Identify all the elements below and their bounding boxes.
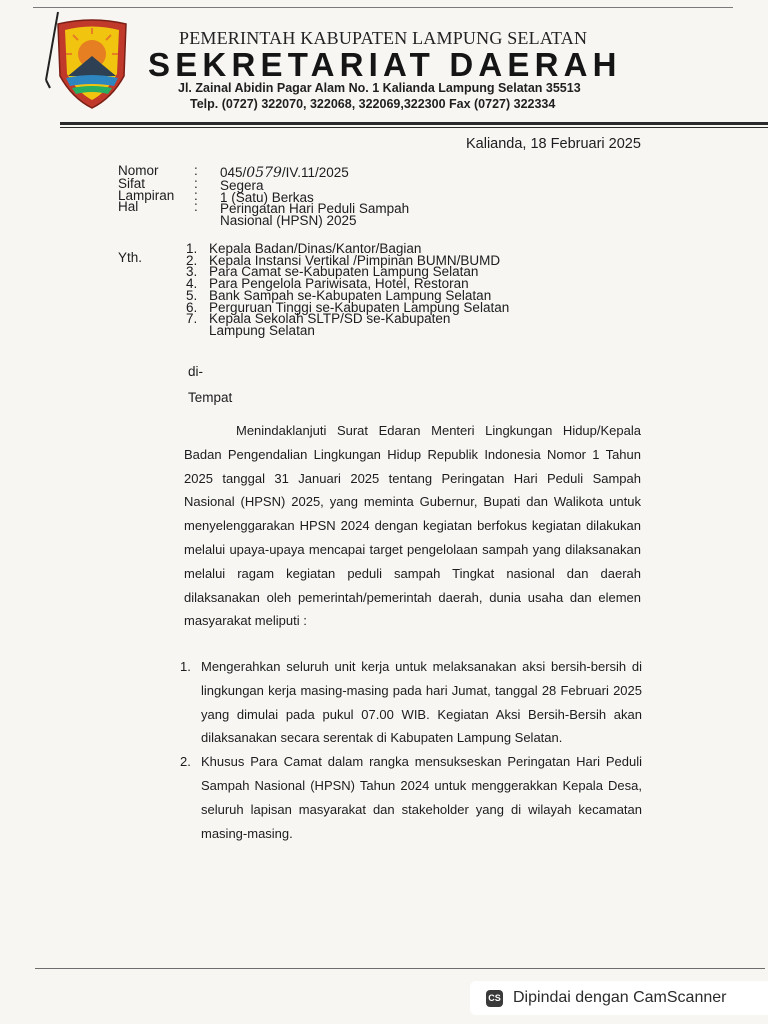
recipient-text: Kepala Badan/Dinas/Kantor/Bagian (209, 241, 422, 256)
letterhead-rule-thin (60, 127, 768, 128)
recipient-number (186, 325, 209, 337)
meta-hal (118, 199, 410, 229)
camscanner-watermark (470, 981, 768, 1015)
item-text: Khusus Para Camat dalam rangka mensukseskan Peringatan Hari Peduli Sampah Nasional (HPSN) Tahun 2024 untuk menggerakkan Kepala Desa, seluruh lapisan masyarakat dan stakeholder yang di wilayah kecamatan masing-masing. (201, 754, 642, 841)
di-label: di- (188, 364, 204, 379)
recipient-text: Bank Sampah se-Kabupaten Lampung Selatan (209, 287, 492, 303)
meta-value: 1 (Satu) Berkas (220, 189, 314, 205)
letter-date: Kalianda, 18 Februari 2025 (466, 136, 641, 152)
recipient-number: 3. (186, 264, 198, 280)
organization-name: SEKRETARIAT DAERAH (148, 46, 622, 83)
hal-line-2: Nasional (HPSN) 2025 (220, 213, 357, 229)
list-item (180, 655, 642, 750)
recipient-number: 7. (186, 311, 198, 327)
yth-label: Yth. (118, 250, 143, 265)
meta-colon: : (194, 163, 198, 178)
recipient-number: 4. (186, 276, 198, 292)
recipient-text: Perguruan Tinggi se-Kabupaten Lampung Selatan (209, 299, 510, 315)
nomor-suffix: /IV.11/2025 (281, 165, 349, 180)
recipient-text: Para Pengelola Pariwisata, Hotel, Restoran (209, 276, 469, 292)
watermark-text: Dipindai dengan CamScanner (513, 989, 727, 1006)
letterhead-rule-thick (60, 122, 768, 125)
nomor-prefix: 045/ (220, 165, 247, 180)
recipient-text: Para Camat se-Kabupaten Lampung Selatan (209, 264, 479, 280)
meta-lampiran (118, 187, 409, 205)
meta-label: Hal (118, 199, 139, 215)
recipient-text: Kepala Sekolah SLTP/SD se-Kabupaten (209, 311, 451, 327)
nomor-handwritten: 0579 (246, 165, 282, 181)
letter-meta (118, 163, 410, 229)
regency-logo-icon (52, 18, 132, 110)
meta-label: Sifat (118, 175, 146, 191)
meta-value (220, 203, 409, 227)
meta-nomor (118, 163, 409, 181)
recipient-text: Lampung Selatan (209, 322, 315, 338)
meta-label: Lampiran (118, 187, 175, 203)
scan-edge-line (33, 7, 733, 8)
recipient-list (186, 243, 509, 337)
letterhead-phone: Telp. (0727) 322070, 322068, 322069,322300 Fax (0727) 322334 (190, 97, 556, 111)
tempat-label: Tempat (188, 390, 233, 405)
recipient-text: Kepala Instansi Vertikal /Pimpinan BUMN/BUMD (209, 252, 501, 268)
item-number: 2. (180, 754, 191, 770)
meta-label: Nomor (118, 163, 159, 178)
hal-line-1: Peringatan Hari Peduli Sampah (220, 201, 410, 217)
body-paragraph: Menindaklanjuti Surat Edaran Menteri Lingkungan Hidup/Kepala Badan Pengendalian Lingkungan Hidup Republik Indonesia Nomor 1 Tahun 2025 tanggal 31 Januari 2025 tentang Peringatan Hari Peduli Sampah Nasional (HPSN) 2025, yang meminta Gubernur, Bupati dan Walikota untuk menyelenggarakan HPSN 2024 dengan kegiatan berfokus kegiatan dilakukan melalui upaya-upaya mencapai target pengelolaan sampah yang dilaksanakan melalui ragam kegiatan peduli sampah Tingkat nasional dan daerah dilaksanakan oleh pemerintah/pemerintah daerah, dunia usaha dan elemen masyarakat meliputi : (184, 423, 641, 629)
item-number: 1. (180, 659, 191, 674)
recipient-number: 2. (186, 252, 198, 268)
list-item (180, 750, 642, 845)
action-list (180, 655, 642, 845)
item-text: Mengerahkan seluruh unit kerja untuk melaksanakan aksi bersih-bersih di lingkungan kerja masing-masing pada hari Jumat, tanggal 28 Februari 2025 yang dimulai pada pukul 07.00 WIB. Kegiatan Aksi Bersih-Bersih akan dilaksanakan secara serentak di Kabupaten Lampung Selatan. (201, 659, 642, 746)
camscanner-icon: CS (486, 990, 503, 1007)
government-name: PEMERINTAH KABUPATEN LAMPUNG SELATAN (179, 28, 588, 48)
recipient-number: 5. (186, 287, 198, 303)
list-item (186, 322, 509, 338)
meta-colon: : (194, 175, 198, 191)
letterhead-address: Jl. Zainal Abidin Pagar Alam No. 1 Kalianda Lampung Selatan 35513 (178, 81, 581, 95)
page-bottom-rule (35, 968, 765, 969)
meta-colon: : (194, 199, 198, 215)
meta-value: Segera (220, 177, 264, 193)
meta-colon: : (194, 187, 198, 203)
recipient-number: 6. (186, 299, 198, 315)
recipient-number: 1. (186, 241, 198, 256)
